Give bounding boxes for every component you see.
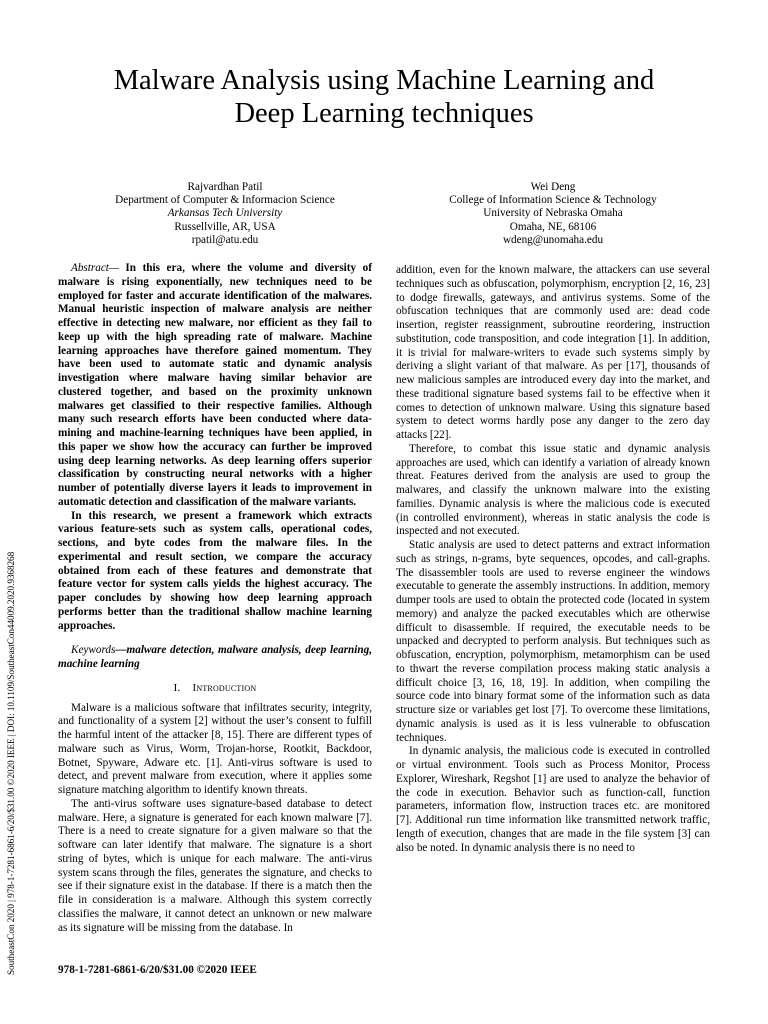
paper-title-line-1: Malware Analysis using Machine Learning and — [113, 65, 655, 96]
right-column — [396, 264, 710, 855]
abstract-text-1: In this era, where the volume and diversity of malware is rising exponentially, new techniques need to be employed for faster and accurate identification of the malwares. Manual heuristic inspection of malware analysis are neither effective in detecting new malware, nor efficient as they fail to keep up with the high spreading rate of malware. Machine learning approaches have therefore gained momentum. They have been used to automate static and dynamic analysis investigation where malware having similar behavior are clustered together, and based on the proximity unknown malwares get classified to their respective families. Although many such research efforts have been conducted where data-mining and machine-learning techniques have been applied, in this paper we show how the accuracy can further be improved using deep learning networks. As deep learning offers superior classification by constructing neural networks with a higher number of potentially diverse layers it leads to improvement in automatic detection and classification of the malware variants. — [58, 262, 372, 508]
author-block-1 — [60, 181, 390, 247]
abstract-paragraph-2: In this research, we present a framework which extracts various feature-sets such as system calls, operational codes, sections, and byte codes from the malware files. In the experimental and result section, we compare the accuracy obtained from each of these features and demonstrate that feature vector for system calls yields the highest accuracy. The paper concludes by showing how deep learning approach performs better than the traditional shallow machine learning approaches. — [58, 509, 372, 632]
keywords-lead: Keywords — [71, 644, 116, 657]
author-department: College of Information Science & Technology — [449, 194, 657, 207]
keywords-text: —malware detection, malware analysis, deep learning, machine learning — [58, 644, 372, 670]
paper-title — [40, 64, 728, 130]
abstract-paragraph-1 — [58, 262, 372, 510]
author-block-2 — [388, 181, 718, 247]
author-name: Rajvardhan Patil — [187, 181, 263, 193]
section-number: I. — [173, 681, 181, 694]
body-paragraph: addition, even for the known malware, the attackers can use several techniques such as obfuscation, polymorphism, encryption [2, 16, 23] to dodge firewalls, gateways, and antivirus systems. Some of the obfuscation techniques that are commonly used are: dead code insertion, register reassignment, subroutine reordering, instruction substitution, code transposition, and code integration [1]. In addition, it is trivial for malware-writers to evade such systems simply by deriving a slight variant of that malware. As per [17], thousands of new malicious samples are introduced every day into the market, and these traditional signature based systems fail to be effective when it comes to detection of unknown malware. Using this signature based system to detect worms hardly pose any danger to the zero day attacks [22]. — [396, 264, 710, 441]
author-university: Arkansas Tech University — [167, 207, 283, 220]
author-email: wdeng@unomaha.edu — [502, 233, 604, 246]
author-email: rpatil@atu.edu — [191, 233, 259, 246]
section-heading-introduction — [58, 682, 372, 696]
author-department: Department of Computer & Informacion Science — [115, 194, 335, 207]
author-name: Wei Deng — [530, 181, 576, 193]
section-title: Introduction — [192, 681, 257, 694]
doi-sidebar: SoutheastCon 2020 | 978-1-7281-6861-6/20/$31.00 ©2020 IEEE | DOI: 10.1109/SoutheastCon44009.2020.9368268 — [6, 551, 16, 975]
author-university: University of Nebraska Omaha — [483, 207, 623, 220]
body-paragraph: Therefore, to combat this issue static and dynamic analysis approaches are used, which can identify a variation of already known threat. Features derived from the analysis are used to group the malwares, and classify the unknown malware into the existing families. Dynamic analysis is where the malicious code is executed (in controlled environment), whereas in static analysis the code is inspected and not executed. — [396, 442, 710, 538]
body-paragraph: In dynamic analysis, the malicious code is executed in controlled or virtual environment. Tools such as Process Monitor, Process Explorer, Wireshark, Regshot [1] are used to analyze the behavior of the code in execution. Behavior such as function-call, function parameters, information flow, instruction traces etc. are monitored [7]. Additional run time information like transmitted network traffic, length of execution, changes that are made in the file system [3] can also be noted. In dynamic analysis there is no need to — [396, 745, 710, 854]
author-location: Russellville, AR, USA — [174, 220, 276, 233]
left-column — [58, 262, 372, 935]
abstract-lead: Abstract— — [71, 262, 119, 274]
copyright-footer: 978-1-7281-6861-6/20/$31.00 ©2020 IEEE — [58, 964, 257, 976]
paper-title-line-2: Deep Learning techniques — [234, 98, 534, 129]
keywords — [58, 644, 372, 672]
author-location: Omaha, NE, 68106 — [509, 220, 597, 233]
body-paragraph: The anti-virus software uses signature-based database to detect malware. Here, a signature is generated for each known malware [7]. There is a need to create signature for a given malware so that the software can later identify that malware. The signature is a short string of bytes, which is unique for each malware. The anti-virus system scans through the files, generates the signature, and checks to see if their signature exist in the database. If there is a match then the file in consideration is a malware. Although this system correctly classifies the malware, it cannot detect an unknown or new malware as its signature will be missing from the database. In — [58, 797, 372, 934]
body-paragraph: Static analysis are used to detect patterns and extract information such as strings, n-grams, byte sequences, opcodes, and call-graphs. The disassembler tools are used to reverse engineer the windows executable to generate the assembly instructions. In addition, memory dumper tools are used to obtain the protected code (located in system memory) and analyze the packed executables which are otherwise difficult to disassemble. If required, the executable needs to be unpacked and decrypted to perform analysis. But techniques such as obfuscation, encryption, polymorphism, metamorphism can be used to thwart the reverse compilation process making static analysis a difficult choice [3, 16, 18, 19]. In addition, when compiling the source code into binary format some of the information such as data structure size or variables get lost [7]. To overcome these limitations, dynamic analysis is used as it is less vulnerable to obfuscation techniques. — [396, 539, 710, 744]
body-paragraph: Malware is a malicious software that infiltrates security, integrity, and functionality of a system [2] without the user’s consent to fulfill the harmful intent of the attacker [8, 15]. There are different types of malware such as Virus, Worm, Trojan-horse, Rootkit, Backdoor, Botnet, Spyware, Adware etc. [1]. Anti-virus software is used to detect, and prevent malware from execution, where it applies some signature matching algorithm to identify known threats. — [58, 701, 372, 796]
